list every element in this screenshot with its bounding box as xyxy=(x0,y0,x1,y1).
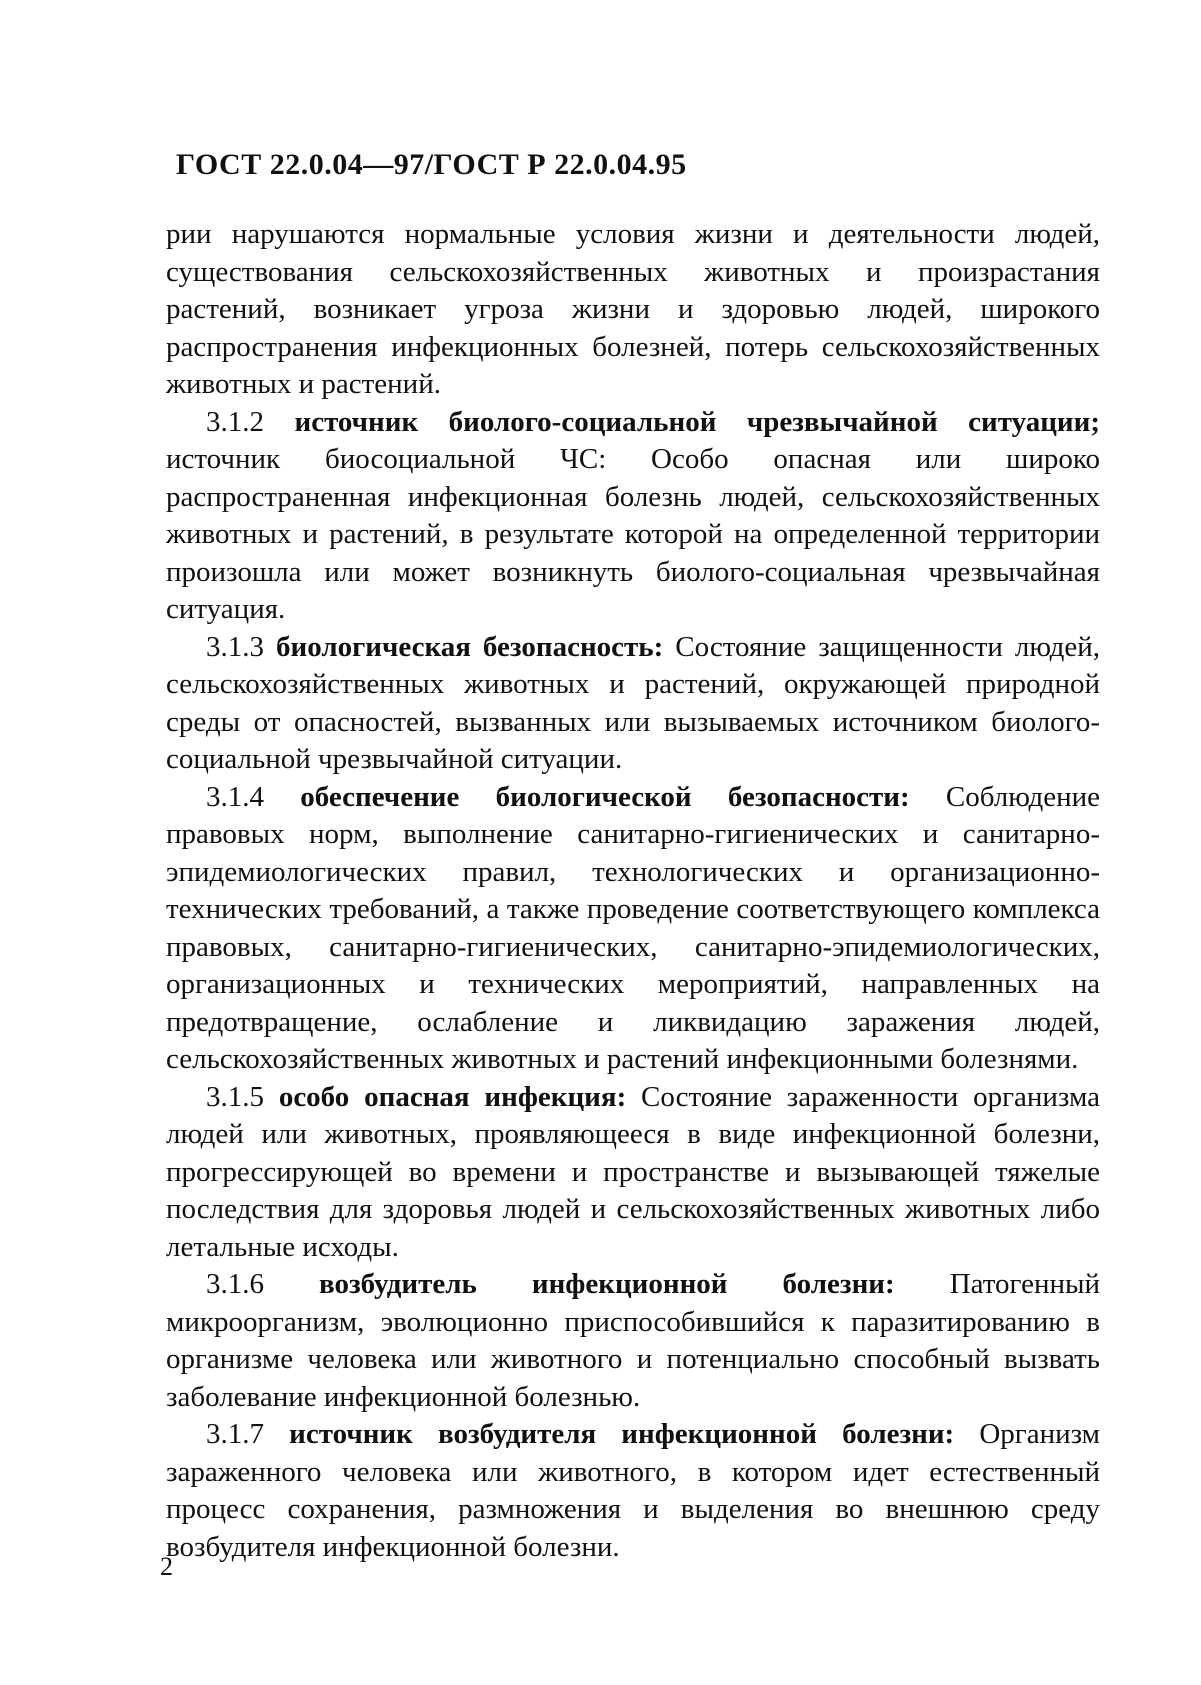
paragraph-3-1-6 xyxy=(166,1266,1100,1416)
paragraph-text: Соблюдение правовых норм, выполнение санитарно-гигиенических и санитарно-эпидемиологических правил, технологических и организационно-технических требований, а также проведение соответствующего комплекса правовых, санитарно-гигиенических, санитарно-эпидемиологических, организационных и технических мероприятий, направленных на предотвращение, ослабление и ликвидацию заражения людей, сельскохозяйственных животных и растений инфекционными болезнями. xyxy=(166,780,1100,1075)
paragraph-text: Состояние защищенности людей, сельскохозяйственных животных и растений, окружающей природной среды от опасностей, вызванных или вызываемых источником биолого-социальной чрезвычайной ситуации. xyxy=(166,630,1100,775)
paragraph-text: источник биосоциальной ЧС: Особо опасная или широко распространенная инфекционная болезнь людей, сельскохозяйственных животных и растений, в результате которой на определенной территории произошла или может возникнуть биолого-социальная чрезвычайная ситуация. xyxy=(166,443,1100,625)
paragraph-3-1-3 xyxy=(166,629,1100,779)
paragraph-3-1-7 xyxy=(166,1416,1100,1566)
term-heading: биологическая безопасность: xyxy=(276,630,664,663)
paragraph-3-1-5 xyxy=(166,1079,1100,1267)
term-heading: источник возбудителя инфекционной болезни: xyxy=(289,1418,955,1450)
term-heading: обеспечение биологической безопасности: xyxy=(300,780,910,813)
paragraph-3-1-4 xyxy=(166,779,1100,1079)
clause-number: 3.1.3 xyxy=(206,630,277,663)
clause-number: 3.1.2 xyxy=(206,405,295,438)
term-heading: возбудитель инфекционной болезни: xyxy=(319,1268,895,1300)
clause-number: 3.1.4 xyxy=(206,780,301,813)
term-heading: особо опасная инфекция: xyxy=(278,1080,627,1113)
clause-number: 3.1.5 xyxy=(206,1080,279,1113)
page-number: 2 xyxy=(160,1552,173,1581)
paragraph-text: Состояние зараженности организма людей или животных, проявляющееся в виде инфекционной болезни, прогрессирующей во времени и пространстве и вызывающей тяжелые последствия для здоровья людей и сельскохозяйственных животных либо летальные исходы. xyxy=(166,1080,1101,1263)
term-heading: источник биолого-социальной чрезвычайной ситуации; xyxy=(294,405,1100,438)
clause-number: 3.1.7 xyxy=(206,1418,290,1450)
document-header: ГОСТ 22.0.04—97/ГОСТ Р 22.0.04.95 xyxy=(176,148,687,181)
document-body xyxy=(166,216,1100,1566)
paragraph-text: Организм зараженного человека или животного, в котором идет естественный процесс сохранения, размножения и выделения во внешнюю среду возбудителя инфекционной болезни. xyxy=(166,1418,1101,1563)
paragraph-text: Патогенный микроорганизм, эволюционно приспособившийся к паразитированию в организме человека или животного и потенциально способный вызвать заболевание инфекционной болезнью. xyxy=(166,1268,1100,1413)
paragraph-continuation xyxy=(166,216,1100,404)
paragraph-text: рии нарушаются нормальные условия жизни и деятельности людей, существования сельскохозяйственных животных и произрастания растений, возникает угроза жизни и здоровью людей, широкого распространения инфекционных болезней, потерь сельскохозяйственных животных и растений. xyxy=(166,218,1100,400)
clause-number: 3.1.6 xyxy=(206,1268,320,1300)
paragraph-3-1-2 xyxy=(166,404,1100,629)
